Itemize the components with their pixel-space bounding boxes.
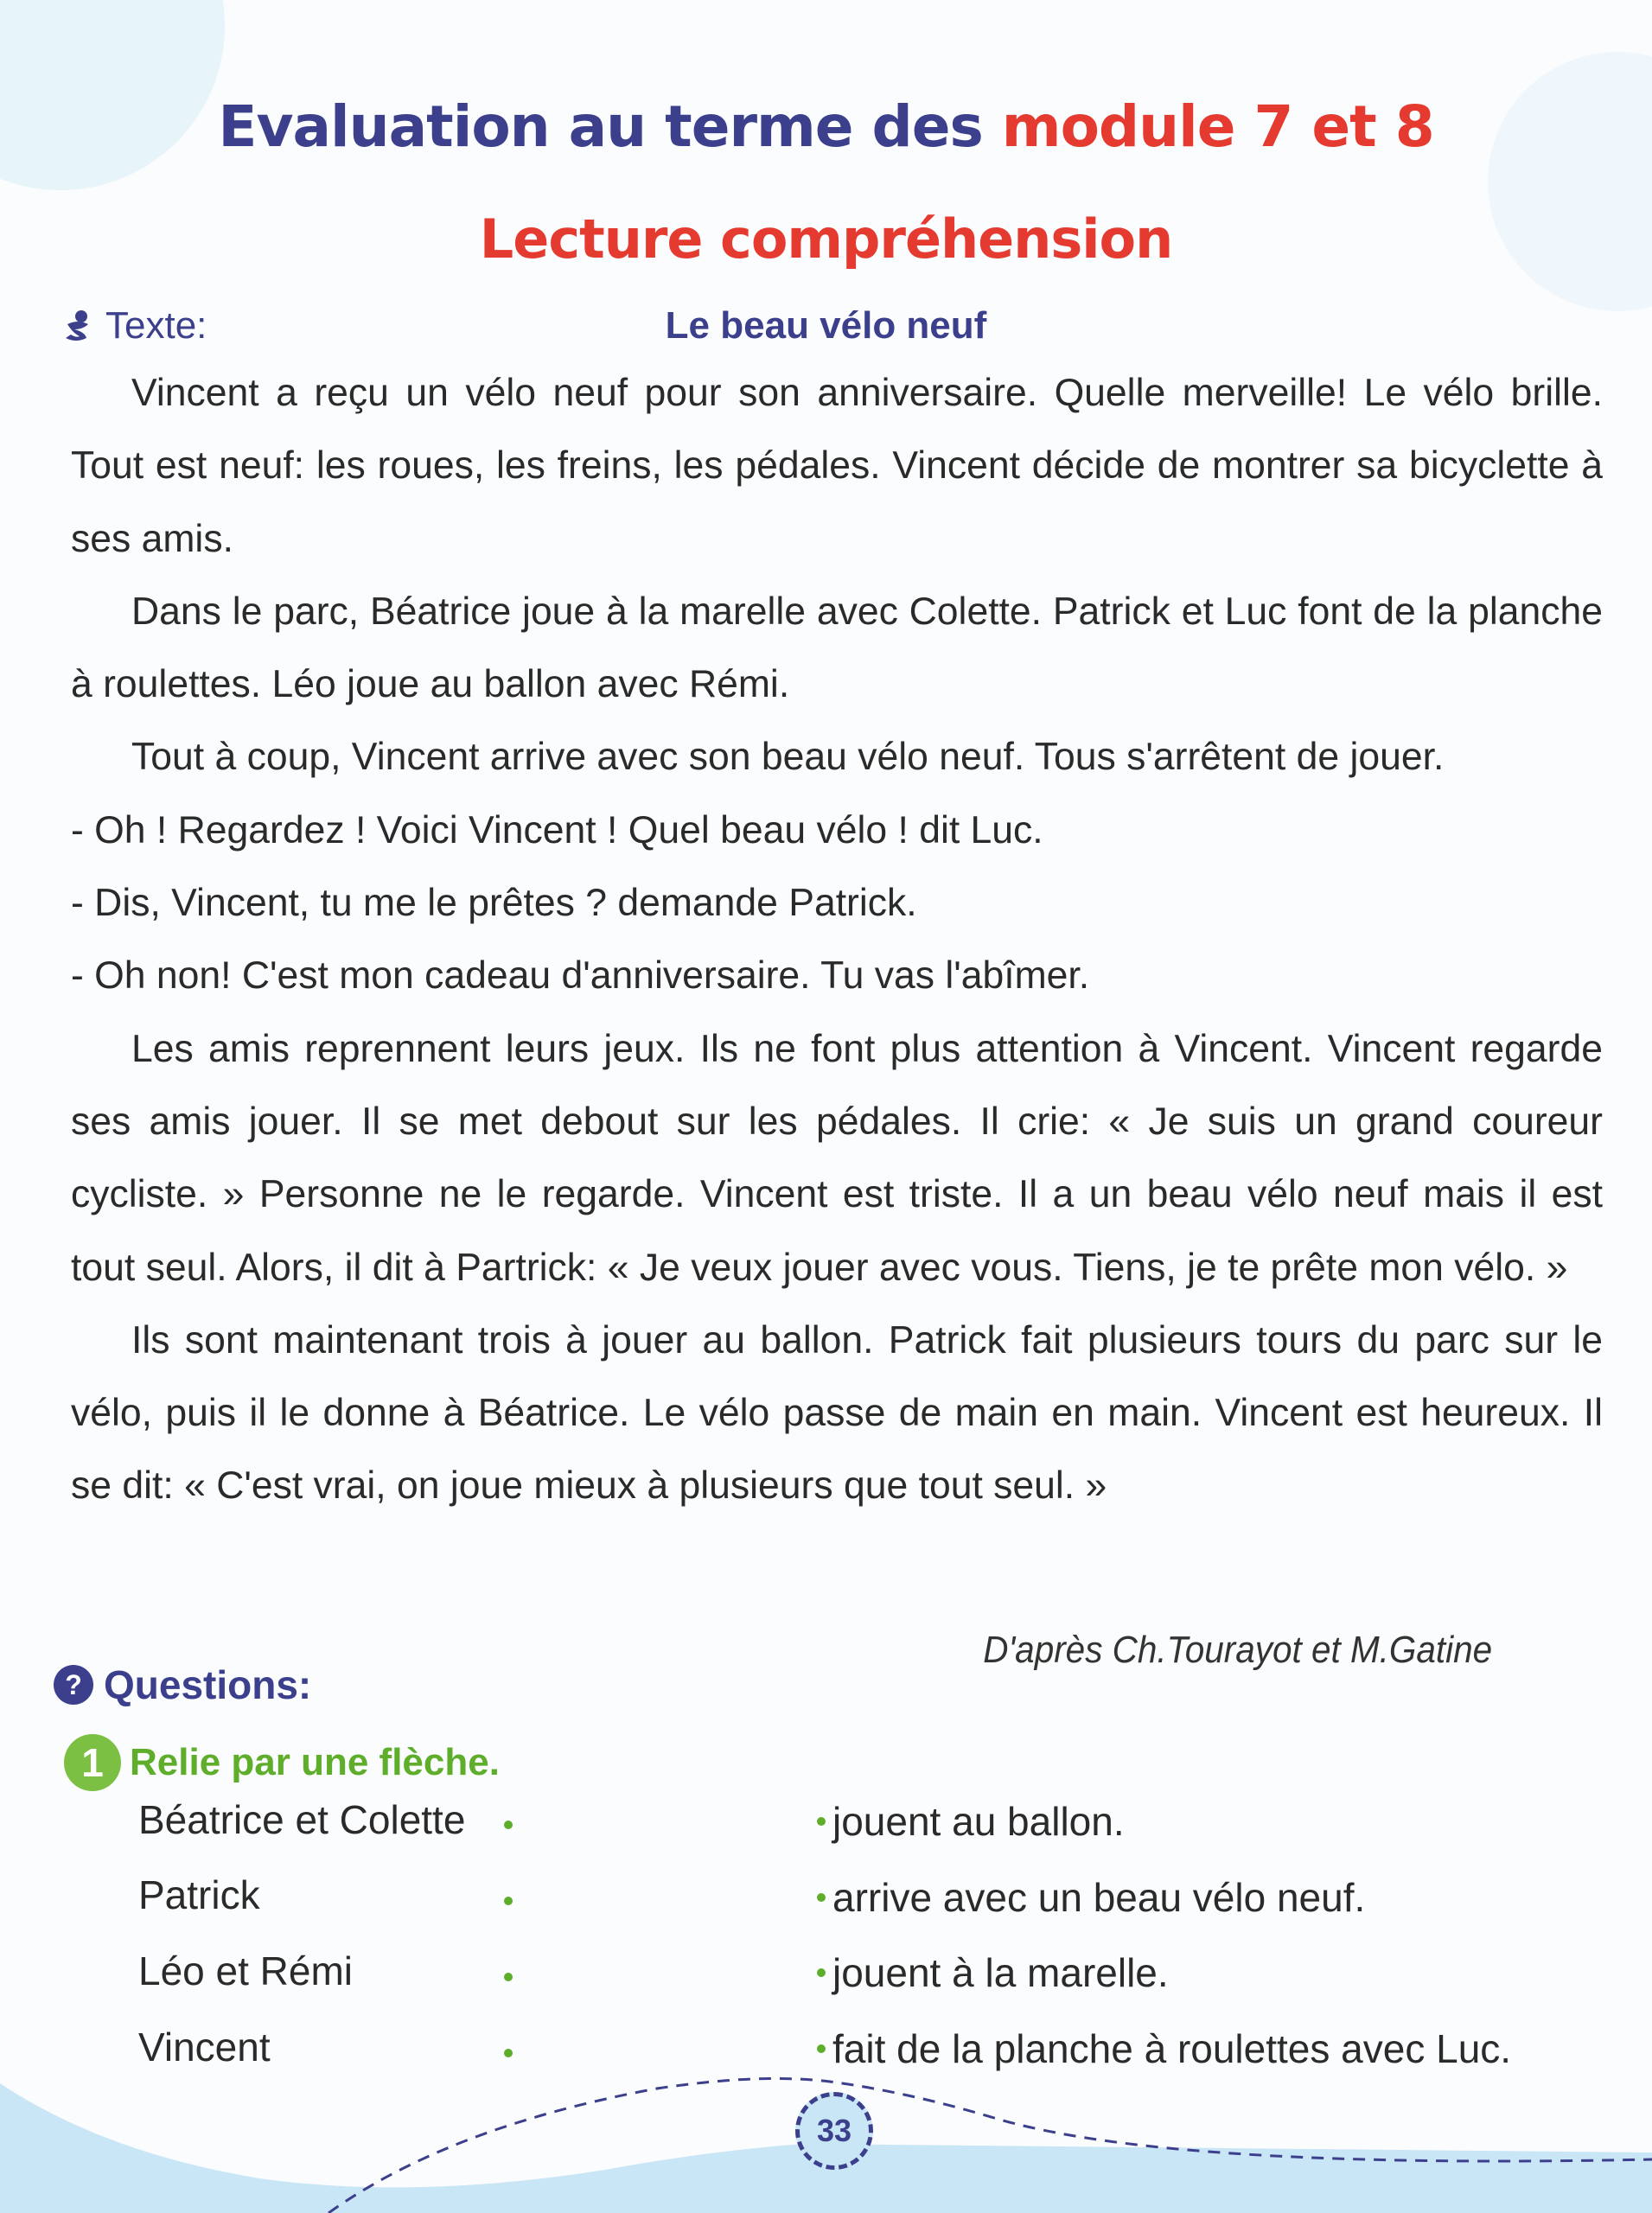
questions-label-text: Questions:: [104, 1662, 312, 1707]
exercise-1-header: [64, 1734, 500, 1791]
paragraph: Vincent a reçu un vélo neuf pour son anniversaire. Quelle merveille! Le vélo brille. Tout est neuf: les roues, les freins, les pédales. Vincent décide de montrer sa bicyclette à ses amis.: [71, 372, 1603, 560]
title-main: Evaluation au terme des: [218, 93, 983, 160]
exercise-number-badge: 1: [64, 1734, 121, 1791]
match-right-text: jouent au ballon.: [832, 1799, 1125, 1844]
page-subtitle: Lecture compréhension: [479, 207, 1173, 271]
dialogue-line: - Oh non! C'est mon cadeau d'anniversaire. Tu vas l'abîmer.: [71, 954, 1090, 998]
dialogue-line: - Oh ! Regardez ! Voici Vincent ! Quel beau vélo ! dit Luc.: [71, 808, 1043, 851]
match-left-item: Béatrice et Colette: [138, 1797, 466, 1842]
match-right-text: jouent à la marelle.: [832, 1950, 1169, 1995]
match-left-item: Vincent: [138, 2025, 271, 2070]
match-left-item: Patrick: [138, 1872, 260, 1917]
questions-label: [54, 1661, 311, 1708]
match-left-dot[interactable]: [504, 1897, 513, 1905]
paragraph: Les amis reprennent leurs jeux. Ils ne font plus attention à Vincent. Vincent regarde ses amis jouer. Il se met debout sur les pédales. Il crie: « Je suis un grand coureur cycliste. » Personne ne le regarde. Vincent est triste. Il a un beau vélo neuf mais il est tout seul. Alors, il dit à Partrick: « Je veux jouer avec vous. Tiens, je te prête mon vélo. »: [71, 1027, 1603, 1289]
question-bubble-icon: ?: [54, 1665, 93, 1705]
reading-text: [71, 357, 1603, 1523]
title-accent: module 7 et 8: [1001, 93, 1434, 160]
text-source: D'après Ch.Tourayot et M.Gatine: [983, 1629, 1492, 1671]
page-title: [0, 93, 1652, 160]
paragraph: Dans le parc, Béatrice joue à la marelle avec Colette. Patrick et Luc font de la planche à roulettes. Léo joue au ballon avec Rémi.: [71, 590, 1603, 706]
match-right-dot[interactable]: [817, 1968, 826, 1977]
text-label-text: Texte:: [105, 304, 207, 347]
match-right-text: arrive avec un beau vélo neuf.: [832, 1875, 1366, 1920]
paragraph: Ils sont maintenant trois à jouer au ballon. Patrick fait plusieurs tours du parc sur le vélo, puis il le donne à Béatrice. Le vélo passe de main en main. Vincent est heureux. Il se dit: « C'est vrai, on joue mieux à plusieurs que tout seul. »: [71, 1318, 1603, 1508]
match-right-item: [817, 1798, 1125, 1845]
match-left-dot[interactable]: [504, 1821, 513, 1829]
story-title: Le beau vélo neuf: [665, 304, 987, 347]
match-right-item: [817, 1949, 1169, 1996]
match-right-item: [817, 1874, 1365, 1921]
match-left-item: Léo et Rémi: [138, 1948, 354, 1993]
exercise-instruction: Relie par une flèche.: [130, 1741, 500, 1783]
page-number: 33: [795, 2092, 873, 2170]
match-right-dot[interactable]: [817, 1817, 826, 1826]
match-left-dot[interactable]: [504, 1973, 513, 1981]
match-right-dot[interactable]: [817, 1893, 826, 1902]
background-corner-decoration: [1488, 52, 1652, 311]
match-right-text: fait de la planche à roulettes avec Luc.: [832, 2026, 1512, 2071]
dialogue-line: - Dis, Vincent, tu me le prêtes ? demande Patrick.: [71, 882, 917, 925]
paragraph: Tout à coup, Vincent arrive avec son beau vélo neuf. Tous s'arrêtent de jouer.: [131, 736, 1445, 779]
